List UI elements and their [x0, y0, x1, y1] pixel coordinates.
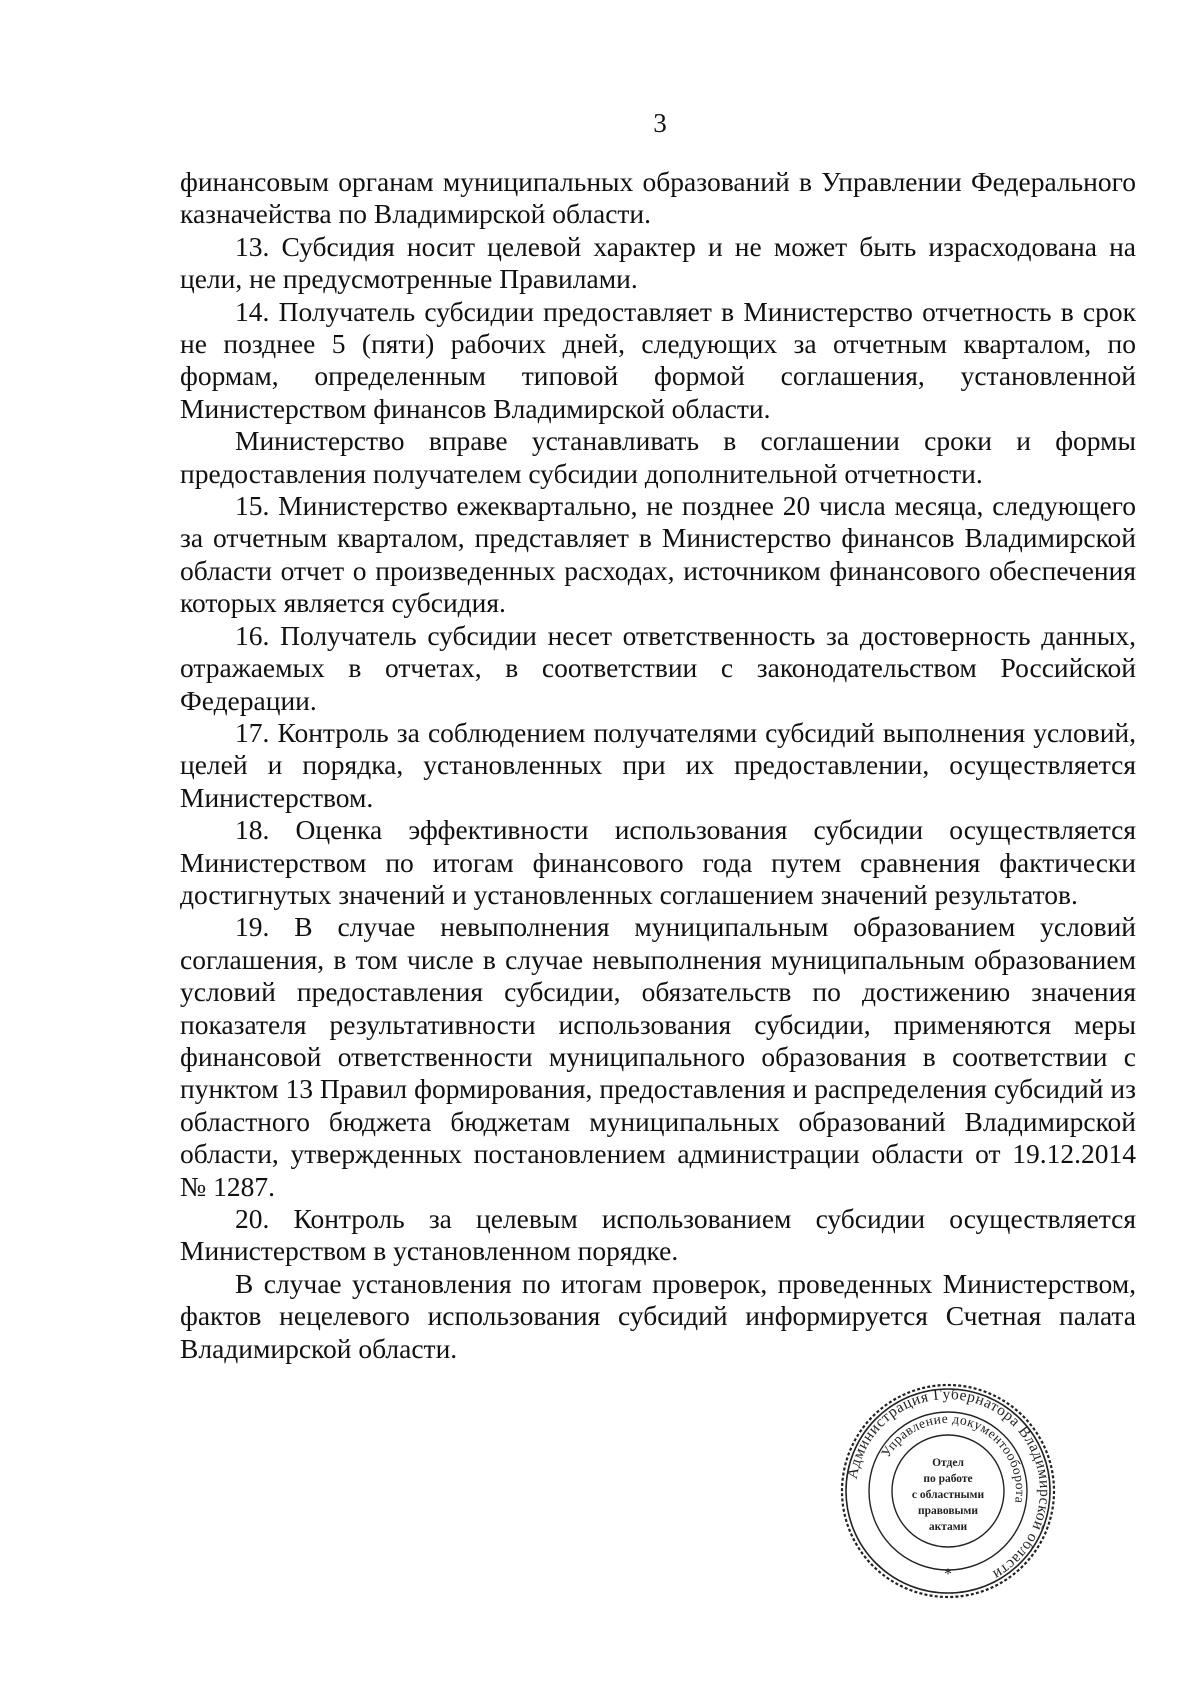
paragraph-19: 19. В случае невыполнения муниципальным образованием условий соглашения, в том числе в случае невыполнения муниципальным образованием условий предоставления субсидии, обязательств по достижению значения показателя результативности использования субсидии, применяются меры финансовой ответственности муниципального образования в соответствии с пунктом 13 Правил формирования, предоставления и распределения субсидий из областного бюджета бюджетам муниципальных образований Владимирской области, утвержденных постановлением администрации области от 19.12.2014 № 1287. — [180, 911, 1136, 1202]
stamp-star: * — [944, 1566, 952, 1583]
paragraph-13: 13. Субсидия носит целевой характер и не может быть израсходована на цели, не предусмотренные Правилами. — [180, 230, 1136, 295]
paragraph-15: 15. Министерство ежеквартально, не позднее 20 числа месяца, следующего за отчетным кварталом, представляет в Министерство финансов Владимирской области отчет о произведенных расходах, источником финансового обеспечения которых является субсидия. — [180, 490, 1136, 619]
paragraph-20: 20. Контроль за целевым использованием субсидии осуществляется Министерством в установленном порядке. — [180, 1203, 1136, 1267]
document-body — [180, 166, 1136, 1365]
paragraph-14: 14. Получатель субсидии предоставляет в Министерство отчетность в срок не позднее 5 (пяти) рабочих дней, следующих за отчетным кварталом, по формам, определенным типовой формой соглашения, установленной Министерством финансов Владимирской области. — [180, 295, 1136, 424]
stamp-center-line-5: актами — [928, 1521, 968, 1533]
paragraph-17: 17. Контроль за соблюдением получателями субсидий выполнения условий, целей и порядка, установленных при их предоставлении, осуществляется Министерством. — [180, 716, 1136, 813]
paragraph-20-addendum: В случае установления по итогам проверок, проведенных Министерством, фактов нецелевого использования субсидий информируется Счетная палата Владимирской области. — [180, 1267, 1136, 1364]
stamp-center-line-4: правовыми — [917, 1505, 979, 1517]
official-stamp — [838, 1382, 1058, 1600]
stamp-center-line-3: с областными — [911, 1489, 985, 1501]
stamp-center-line-2: по работе — [923, 1473, 973, 1485]
stamp-center-line-1: Отдел — [932, 1457, 964, 1469]
page-number: 3 — [653, 108, 667, 138]
stamp-outer-text: Администрация Губернатора Владимирской области — [843, 1385, 1054, 1584]
paragraph-continuation: финансовым органам муниципальных образований в Управлении Федерального казначейства по Владимирской области. — [180, 166, 1136, 230]
paragraph-14-addendum: Министерство вправе устанавливать в соглашении сроки и формы предоставления получателем субсидии дополнительной отчетности. — [180, 425, 1136, 489]
paragraph-16: 16. Получатель субсидии несет ответственность за достоверность данных, отражаемых в отчетах, в соответствии с законодательством Российской Федерации. — [180, 619, 1136, 716]
paragraph-18: 18. Оценка эффективности использования субсидии осуществляется Министерством по итогам финансового года путем сравнения фактически достигнутых значений и установленных соглашением значений результатов. — [180, 814, 1136, 910]
stamp-inner-text: Управление документооборота — [878, 1410, 1029, 1505]
